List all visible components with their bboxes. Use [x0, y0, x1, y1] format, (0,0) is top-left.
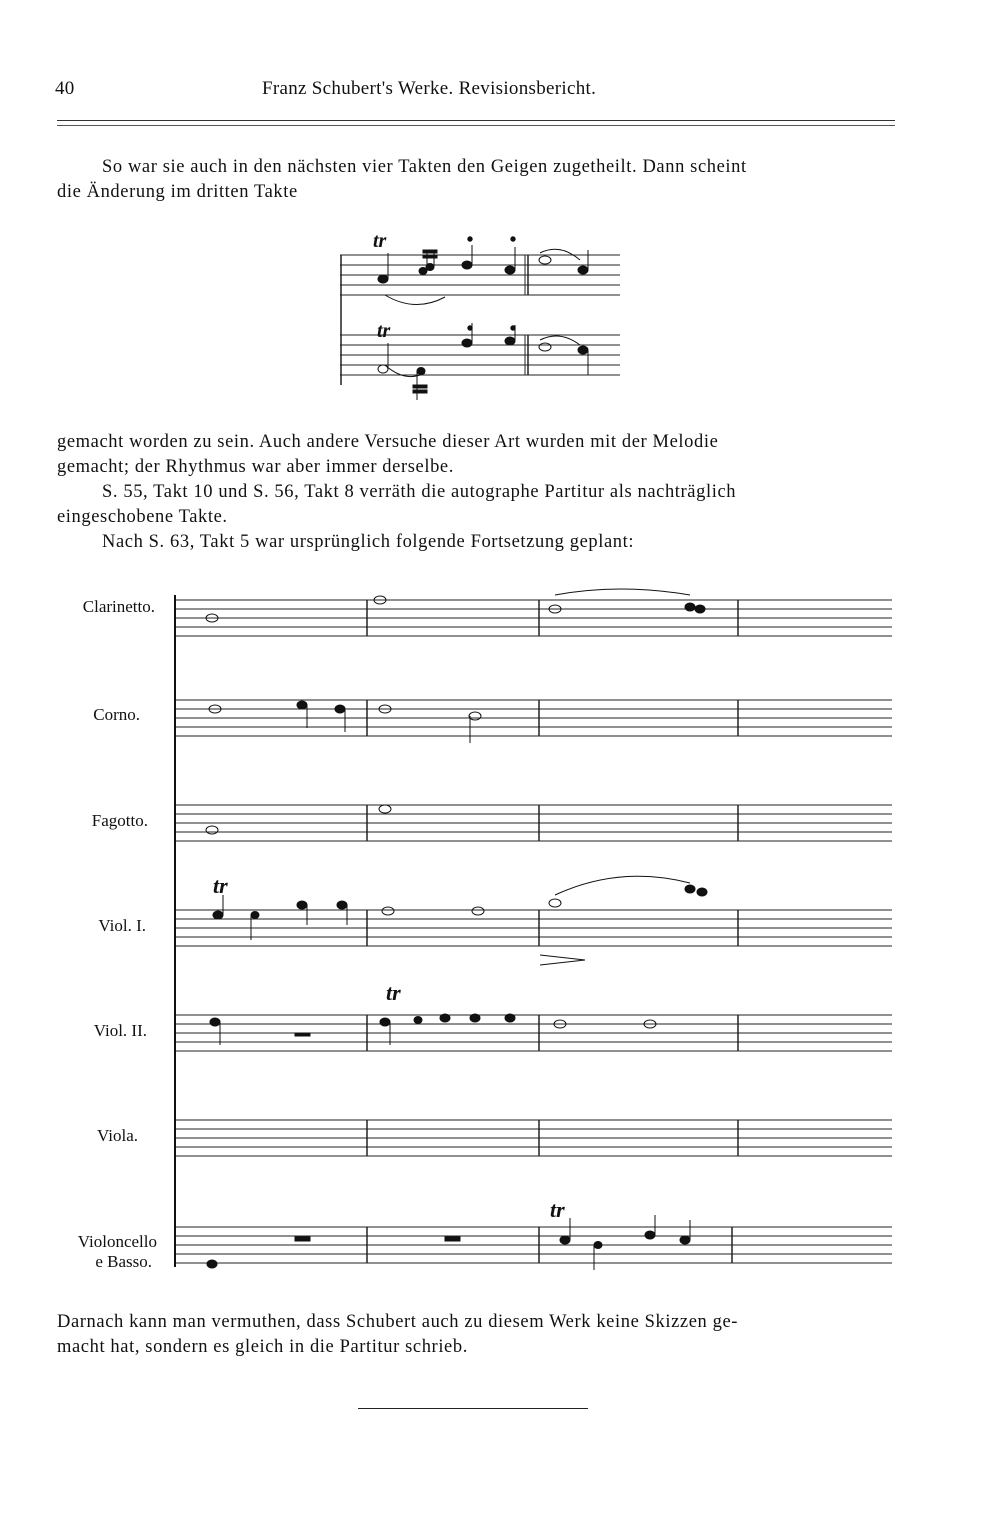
instrument-label-basso: e Basso. [95, 1252, 152, 1271]
paragraph-5-line-2: macht hat, sondern es gleich in die Partitur schrieb. [57, 1337, 468, 1357]
header-rule [57, 120, 895, 126]
paragraph-1-line-2: die Änderung im dritten Takte [57, 182, 298, 202]
paragraph-1-line-1: So war sie auch in den nächsten vier Takten den Geigen zugetheilt. Dann scheint [102, 157, 747, 177]
trill-mark: tr [373, 230, 387, 252]
trill-mark: tr [377, 320, 391, 342]
instrument-label-violoncello: Violoncello [77, 1232, 157, 1251]
running-title: Franz Schubert's Werke. Revisionsbericht. [262, 78, 597, 99]
instrument-label-fagotto: Fagotto. [91, 811, 148, 830]
paragraph-2-line-2: gemacht; der Rhythmus war aber immer derselbe. [57, 457, 454, 477]
instrument-label-clarinetto: Clarinetto. [82, 597, 155, 616]
instrument-label-viol-1: Viol. I. [98, 916, 146, 935]
paragraph-4-line-1: Nach S. 63, Takt 5 war ursprünglich folgende Fortsetzung geplant: [102, 532, 635, 552]
music-example-small [335, 225, 635, 405]
music-score-large [170, 585, 895, 1275]
paragraph-3-line-2: eingeschobene Takte. [57, 507, 228, 527]
instrument-label-corno: Corno. [93, 705, 140, 724]
instrument-label-viola: Viola. [97, 1126, 138, 1145]
instrument-label-viol-2: Viol. II. [93, 1021, 147, 1040]
trill-mark: tr [213, 873, 228, 898]
trill-mark: tr [550, 1197, 565, 1222]
paragraph-3-line-1: S. 55, Takt 10 und S. 56, Takt 8 verräth die autographe Partitur als nachträglich [102, 482, 737, 502]
paragraph-2-line-1: gemacht worden zu sein. Auch andere Versuche dieser Art wurden mit der Melodie [57, 432, 719, 452]
paragraph-5-line-1: Darnach kann man vermuthen, dass Schubert auch zu diesem Werk keine Skizzen ge- [57, 1312, 739, 1332]
trill-mark: tr [386, 980, 401, 1005]
closing-rule [358, 1408, 588, 1409]
measure-barlines [367, 600, 738, 1263]
page-number: 40 [55, 78, 75, 99]
score-staves [175, 600, 892, 1263]
